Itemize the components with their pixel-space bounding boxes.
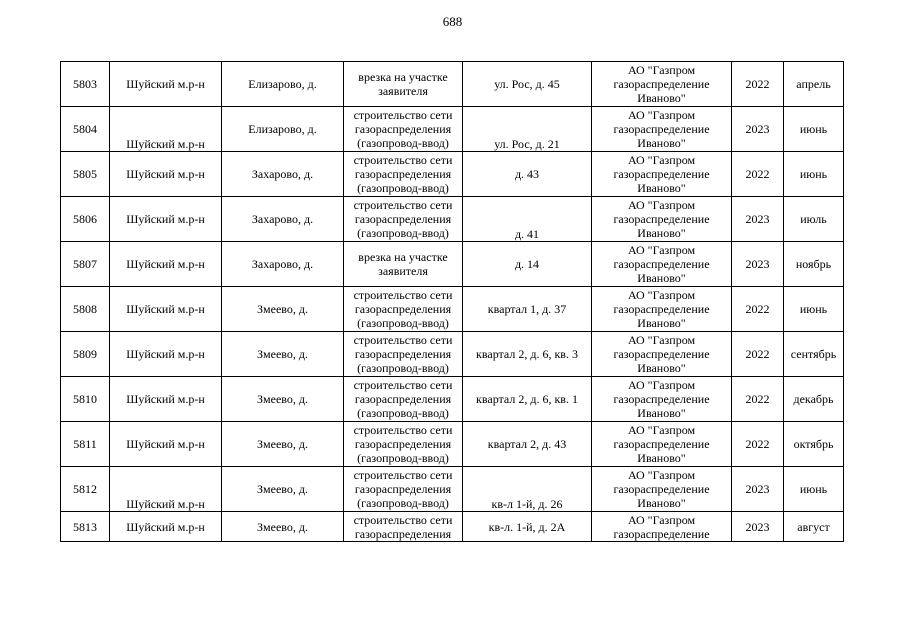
organization-text: АО "Газпром газораспределение Иваново" bbox=[613, 108, 710, 150]
organization-text: АО "Газпром газораспределение Иваново" bbox=[613, 153, 710, 195]
cell-year: 2023 bbox=[732, 467, 784, 512]
work-text: врезка на участке заявителя bbox=[358, 250, 448, 278]
organization-text: АО "Газпром газораспределение Иваново" bbox=[613, 63, 710, 105]
work-text: строительство сети газораспределения (газопровод-ввод) bbox=[353, 108, 453, 150]
cell-district: Шуйский м.р-н bbox=[110, 332, 222, 377]
table-row bbox=[61, 467, 844, 512]
cell-organization bbox=[592, 152, 732, 197]
cell-work bbox=[344, 62, 463, 107]
cell-number: 5803 bbox=[61, 62, 110, 107]
cell-month: июнь bbox=[784, 287, 844, 332]
cell-district: Шуйский м.р-н bbox=[110, 242, 222, 287]
cell-settlement: Змеево, д. bbox=[222, 287, 344, 332]
cell-organization bbox=[592, 107, 732, 152]
work-text: строительство сети газораспределения (газопровод-ввод) bbox=[353, 378, 453, 420]
cell-settlement: Елизарово, д. bbox=[222, 107, 344, 152]
cell-number: 5808 bbox=[61, 287, 110, 332]
cell-number: 5810 bbox=[61, 377, 110, 422]
cell-number: 5807 bbox=[61, 242, 110, 287]
work-text: строительство сети газораспределения (газопровод-ввод) bbox=[353, 468, 453, 510]
cell-district: Шуйский м.р-н bbox=[110, 107, 222, 152]
cell-settlement: Змеево, д. bbox=[222, 377, 344, 422]
cell-year: 2022 bbox=[732, 422, 784, 467]
cell-number: 5811 bbox=[61, 422, 110, 467]
cell-settlement: Захарово, д. bbox=[222, 242, 344, 287]
cell-month: июнь bbox=[784, 467, 844, 512]
cell-address: д. 41 bbox=[463, 197, 592, 242]
cell-work bbox=[344, 332, 463, 377]
cell-month: июль bbox=[784, 197, 844, 242]
organization-text: АО "Газпром газораспределение Иваново" bbox=[613, 288, 710, 330]
table-row bbox=[61, 377, 844, 422]
cell-address: д. 43 bbox=[463, 152, 592, 197]
cell-work bbox=[344, 512, 463, 542]
organization-text: АО "Газпром газораспределение Иваново" bbox=[613, 378, 710, 420]
cell-number: 5804 bbox=[61, 107, 110, 152]
cell-month: ноябрь bbox=[784, 242, 844, 287]
organization-text: АО "Газпром газораспределение Иваново" bbox=[613, 333, 710, 375]
cell-number: 5812 bbox=[61, 467, 110, 512]
cell-work bbox=[344, 107, 463, 152]
table-row bbox=[61, 62, 844, 107]
cell-year: 2022 bbox=[732, 377, 784, 422]
cell-district: Шуйский м.р-н bbox=[110, 287, 222, 332]
cell-number: 5809 bbox=[61, 332, 110, 377]
table-row bbox=[61, 107, 844, 152]
cell-month: июнь bbox=[784, 152, 844, 197]
cell-address: квартал 2, д. 6, кв. 3 bbox=[463, 332, 592, 377]
cell-district: Шуйский м.р-н bbox=[110, 152, 222, 197]
cell-address: ул. Рос, д. 21 bbox=[463, 107, 592, 152]
cell-work bbox=[344, 287, 463, 332]
cell-month: апрель bbox=[784, 62, 844, 107]
cell-number: 5806 bbox=[61, 197, 110, 242]
work-text: врезка на участке заявителя bbox=[358, 70, 448, 98]
organization-text: АО "Газпром газораспределение Иваново" bbox=[613, 243, 710, 285]
cell-district: Шуйский м.р-н bbox=[110, 377, 222, 422]
cell-year: 2023 bbox=[732, 107, 784, 152]
cell-month: август bbox=[784, 512, 844, 542]
work-text: строительство сети газораспределения (газопровод-ввод) bbox=[353, 198, 453, 240]
cell-organization bbox=[592, 197, 732, 242]
cell-settlement: Змеево, д. bbox=[222, 467, 344, 512]
table-row bbox=[61, 197, 844, 242]
cell-settlement: Змеево, д. bbox=[222, 512, 344, 542]
work-text: строительство сети газораспределения bbox=[353, 512, 453, 541]
cell-address: кв-л. 1-й, д. 2А bbox=[463, 512, 592, 542]
work-text: строительство сети газораспределения (газопровод-ввод) bbox=[353, 423, 453, 465]
cell-month: декабрь bbox=[784, 377, 844, 422]
table-row bbox=[61, 422, 844, 467]
cell-organization bbox=[592, 512, 732, 542]
cell-work bbox=[344, 377, 463, 422]
cell-month: сентябрь bbox=[784, 332, 844, 377]
cell-number: 5813 bbox=[61, 512, 110, 542]
records-table bbox=[60, 61, 844, 542]
cell-organization bbox=[592, 287, 732, 332]
cell-organization bbox=[592, 332, 732, 377]
cell-settlement: Змеево, д. bbox=[222, 332, 344, 377]
cell-district: Шуйский м.р-н bbox=[110, 197, 222, 242]
cell-district: Шуйский м.р-н bbox=[110, 512, 222, 542]
cell-number: 5805 bbox=[61, 152, 110, 197]
cell-work bbox=[344, 242, 463, 287]
cell-settlement: Змеево, д. bbox=[222, 422, 344, 467]
cell-organization bbox=[592, 62, 732, 107]
cell-organization bbox=[592, 422, 732, 467]
work-text: строительство сети газораспределения (газопровод-ввод) bbox=[353, 153, 453, 195]
table-row bbox=[61, 512, 844, 542]
organization-text: АО "Газпром газораспределение Иваново" bbox=[613, 468, 710, 510]
cell-month: октябрь bbox=[784, 422, 844, 467]
cell-address: квартал 1, д. 37 bbox=[463, 287, 592, 332]
cell-address: квартал 2, д. 43 bbox=[463, 422, 592, 467]
organization-text: АО "Газпром газораспределение Иваново" bbox=[613, 423, 710, 465]
cell-year: 2022 bbox=[732, 62, 784, 107]
cell-year: 2022 bbox=[732, 152, 784, 197]
cell-address: кв-л 1-й, д. 26 bbox=[463, 467, 592, 512]
cell-work bbox=[344, 467, 463, 512]
cell-settlement: Елизарово, д. bbox=[222, 62, 344, 107]
table-row bbox=[61, 242, 844, 287]
organization-text: АО "Газпром газораспределение Иваново" bbox=[613, 198, 710, 240]
cell-year: 2023 bbox=[732, 197, 784, 242]
cell-district: Шуйский м.р-н bbox=[110, 62, 222, 107]
cell-district: Шуйский м.р-н bbox=[110, 467, 222, 512]
cell-address: квартал 2, д. 6, кв. 1 bbox=[463, 377, 592, 422]
work-text: строительство сети газораспределения (газопровод-ввод) bbox=[353, 288, 453, 330]
organization-text: АО "Газпром газораспределение bbox=[613, 512, 710, 541]
cell-month: июнь bbox=[784, 107, 844, 152]
cell-organization bbox=[592, 377, 732, 422]
cell-organization bbox=[592, 242, 732, 287]
work-text: строительство сети газораспределения (газопровод-ввод) bbox=[353, 333, 453, 375]
table-row bbox=[61, 152, 844, 197]
cell-district: Шуйский м.р-н bbox=[110, 422, 222, 467]
page-number: 688 bbox=[442, 14, 463, 29]
cell-work bbox=[344, 152, 463, 197]
cell-organization bbox=[592, 467, 732, 512]
cell-year: 2022 bbox=[732, 287, 784, 332]
cell-work bbox=[344, 197, 463, 242]
cell-work bbox=[344, 422, 463, 467]
cell-settlement: Захарово, д. bbox=[222, 152, 344, 197]
table-row bbox=[61, 287, 844, 332]
cell-year: 2023 bbox=[732, 512, 784, 542]
cell-year: 2022 bbox=[732, 332, 784, 377]
cell-address: д. 14 bbox=[463, 242, 592, 287]
table-row bbox=[61, 332, 844, 377]
cell-year: 2023 bbox=[732, 242, 784, 287]
cell-address: ул. Рос, д. 45 bbox=[463, 62, 592, 107]
cell-settlement: Захарово, д. bbox=[222, 197, 344, 242]
